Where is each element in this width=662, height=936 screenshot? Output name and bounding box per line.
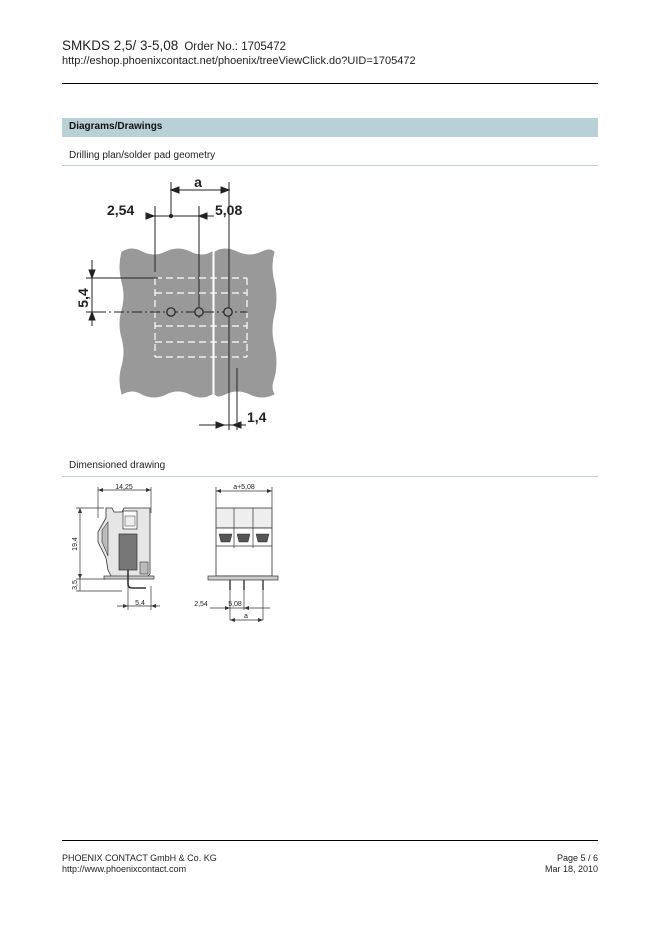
product-name: SMKDS 2,5/ 3-5,08: [62, 38, 179, 53]
product-url[interactable]: http://eshop.phoenixcontact.net/phoenix/treeViewClick.do?UID=1705472: [62, 55, 416, 67]
dimensioned-drawing-rule: [62, 476, 598, 477]
footer-page: Page 5 / 6: [556, 853, 598, 863]
dim-height-label: 5,4: [75, 288, 91, 308]
front-pitch2-label: 5,08: [228, 601, 242, 608]
dim-a-label: a: [194, 174, 202, 190]
dimensioned-drawing-label: Dimensioned drawing: [69, 460, 166, 471]
dim-pitch2-label: 5,08: [215, 202, 243, 218]
side-view-drawing: [62, 478, 172, 626]
side-width-label: 14,25: [115, 484, 133, 491]
drilling-plan-rule: [62, 165, 598, 166]
section-title: Diagrams/Drawings: [69, 121, 163, 132]
order-number: Order No.: 1705472: [184, 41, 286, 53]
front-width-label: a+5,08: [233, 484, 255, 491]
footer-left: [62, 853, 217, 875]
side-height-label: 19,4: [72, 537, 79, 551]
pcb-right-area: [215, 249, 276, 397]
front-pitch1-label: 2,54: [194, 601, 208, 608]
side-offset-label: 5,4: [135, 600, 145, 607]
header-rule: [62, 83, 598, 84]
front-a-label: a: [244, 613, 248, 620]
drilling-plan-drawing: [62, 168, 322, 440]
footer-rule: [62, 840, 598, 841]
footer-right: [545, 853, 598, 875]
dim-pitch: [146, 213, 214, 219]
footer-date: Mar 18, 2010: [544, 864, 598, 874]
side-pin-label: 3,5: [72, 580, 79, 590]
dim-pitch1-label: 2,54: [107, 202, 135, 218]
section-header: [62, 118, 598, 137]
pcb-left-area: [120, 249, 212, 397]
footer-website[interactable]: http://www.phoenixcontact.com: [62, 864, 187, 874]
footer-company: PHOENIX CONTACT GmbH & Co. KG: [62, 853, 217, 863]
document-title: [62, 38, 286, 53]
dim-hole: [199, 422, 246, 428]
front-view-drawing: [190, 478, 280, 628]
dim-hole-label: 1,4: [247, 409, 267, 425]
drilling-plan-label: Drilling plan/solder pad geometry: [69, 150, 216, 161]
